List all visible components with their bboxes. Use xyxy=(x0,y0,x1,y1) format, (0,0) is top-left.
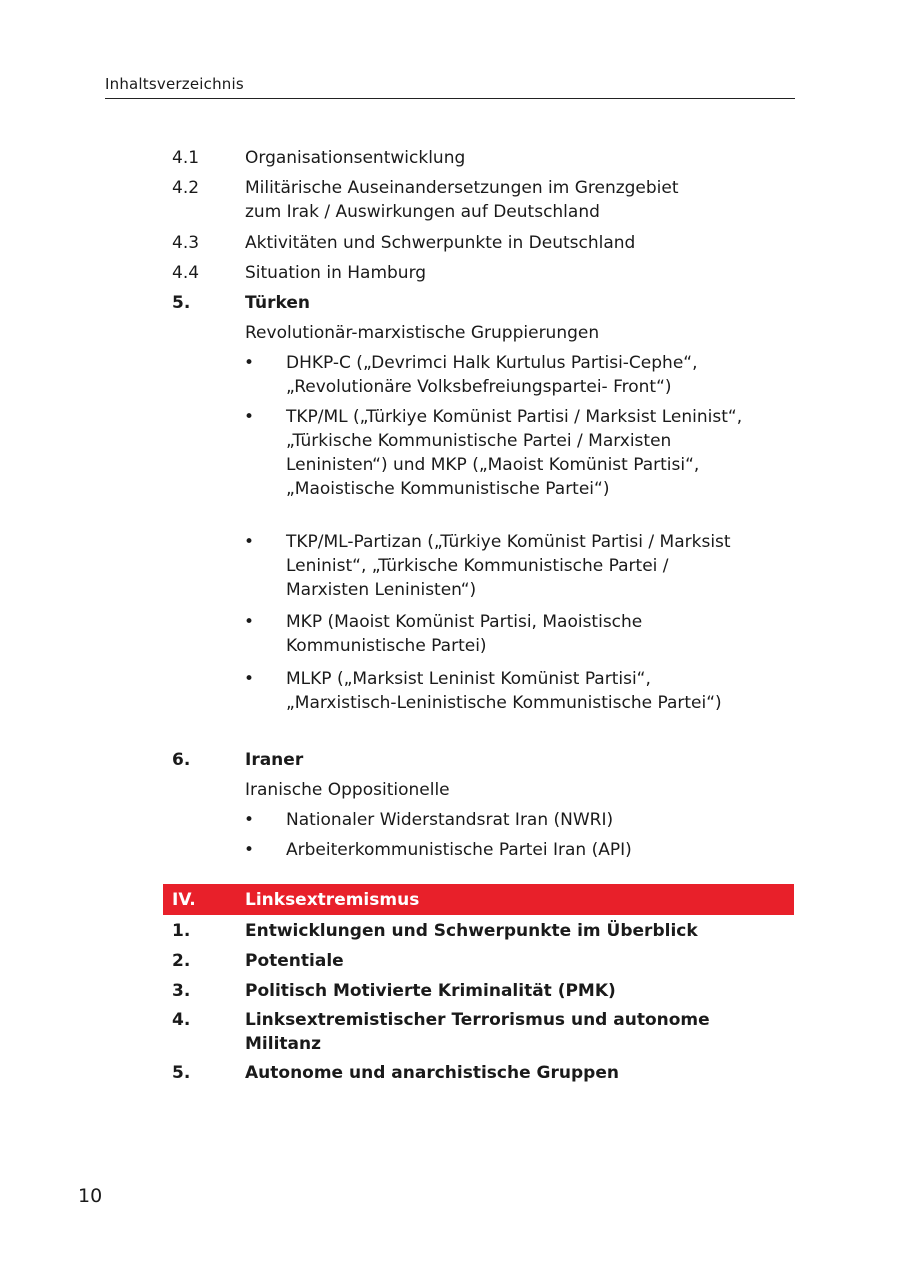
toc-number: 4.1 xyxy=(172,148,200,168)
section-number: IV. xyxy=(172,890,196,910)
toc-bullet-text: TKP/ML („Türkiye Komünist Partisi / Marksist Leninist“, „Türkische Kommunistische Partei / Marxisten Leninisten“) und MKP („Maoist Komünist Partisi“, „Maoistische Kommunistische Partei“) xyxy=(286,407,743,499)
bullet-icon: • xyxy=(244,840,255,860)
toc-title: Potentiale xyxy=(245,951,344,971)
toc-number: 4.4 xyxy=(172,263,200,283)
toc-bullet-text: MLKP („Marksist Leninist Komünist Partisi“, „Marxistisch-Leninistische Kommunistische Partei“) xyxy=(286,669,722,713)
toc-title: Politisch Motivierte Kriminalität (PMK) xyxy=(245,981,616,1001)
toc-number: 3. xyxy=(172,981,191,1001)
bullet-icon: • xyxy=(244,810,255,830)
toc-title: Militärische Auseinandersetzungen im Grenzgebiet zum Irak / Auswirkungen auf Deutschland xyxy=(245,178,679,222)
toc-title: Situation in Hamburg xyxy=(245,263,427,283)
toc-number: 5. xyxy=(172,293,191,313)
toc-bullet-text: DHKP-C („Devrimci Halk Kurtulus Partisi-Cephe“, „Revolutionäre Volksbefreiungspartei- Front“) xyxy=(286,353,698,397)
toc-number: 2. xyxy=(172,951,191,971)
toc-bullet-text: Arbeiterkommunistische Partei Iran (API) xyxy=(286,840,632,860)
toc-title: Autonome und anarchistische Gruppen xyxy=(245,1063,619,1083)
toc-title: Aktivitäten und Schwerpunkte in Deutschland xyxy=(245,233,636,253)
toc-title: Organisationsentwicklung xyxy=(245,148,466,168)
toc-number: 5. xyxy=(172,1063,191,1083)
toc-number: 6. xyxy=(172,750,191,770)
toc-title: Türken xyxy=(245,293,310,313)
bullet-icon: • xyxy=(244,669,255,689)
running-head-title: Inhaltsverzeichnis xyxy=(105,75,244,93)
bullet-icon: • xyxy=(244,612,255,632)
toc-number: 4.2 xyxy=(172,178,200,198)
page-number: 10 xyxy=(78,1185,103,1207)
toc-title: Entwicklungen und Schwerpunkte im Überblick xyxy=(245,921,698,941)
header-rule xyxy=(105,98,795,99)
toc-number: 1. xyxy=(172,921,191,941)
section-iv-heading-band[interactable] xyxy=(163,884,794,915)
toc-title: Iraner xyxy=(245,750,304,770)
bullet-icon: • xyxy=(244,407,255,427)
toc-title: Linksextremistischer Terrorismus und autonome Militanz xyxy=(245,1010,710,1054)
toc-subheading-text: Iranische Oppositionelle xyxy=(245,780,450,800)
toc-bullet-text: MKP (Maoist Komünist Partisi, Maoistische Kommunistische Partei) xyxy=(286,612,643,656)
section-title: Linksextremismus xyxy=(245,890,420,910)
bullet-icon: • xyxy=(244,353,255,373)
toc-subheading-text: Revolutionär-marxistische Gruppierungen xyxy=(245,323,600,343)
toc-number: 4. xyxy=(172,1010,191,1030)
toc-bullet-text: Nationaler Widerstandsrat Iran (NWRI) xyxy=(286,810,614,830)
toc-bullet-text: TKP/ML-Partizan („Türkiye Komünist Partisi / Marksist Leninist“, „Türkische Kommunistische Partei / Marxisten Leninisten“) xyxy=(286,532,731,600)
bullet-icon: • xyxy=(244,532,255,552)
toc-number: 4.3 xyxy=(172,233,200,253)
